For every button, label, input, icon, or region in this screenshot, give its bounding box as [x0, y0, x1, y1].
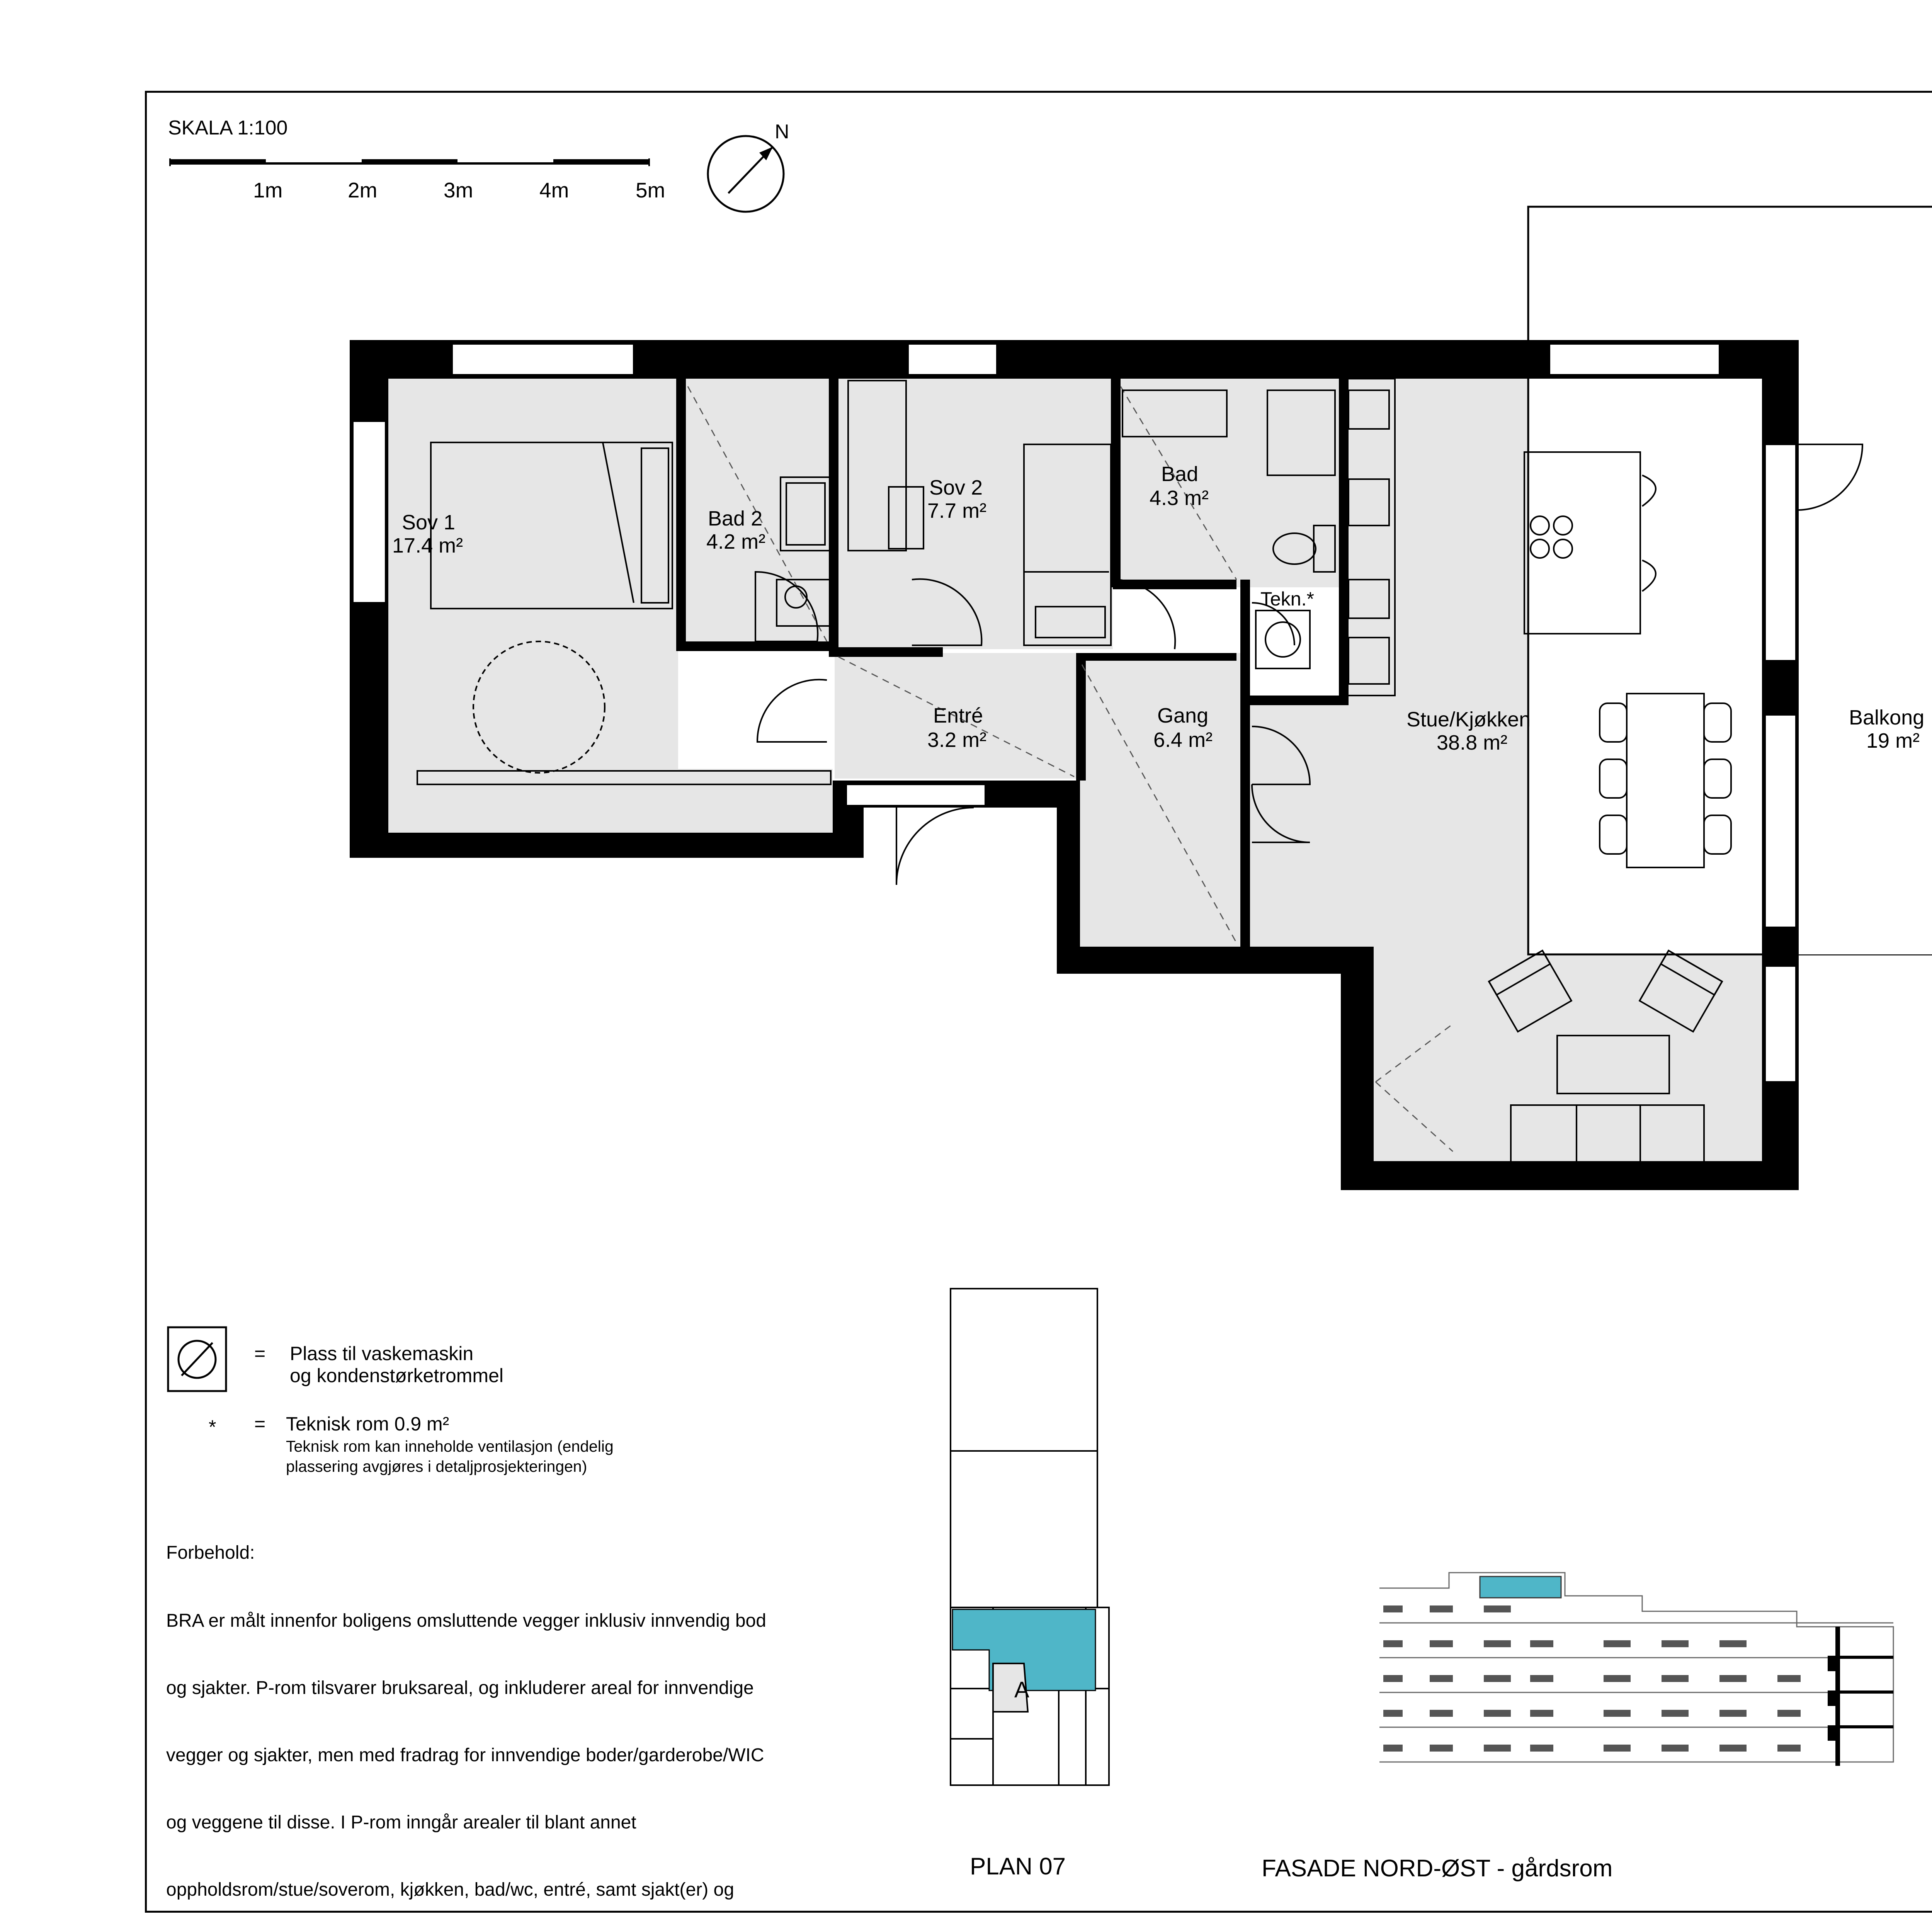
room-stue-name: Stue/Kjøkken [1406, 708, 1531, 731]
scale-tick-5m: 5m [636, 178, 665, 202]
legend-tech-line3: plassering avgjøres i detaljprosjekteringen) [286, 1458, 587, 1475]
room-balkong-area: 19 m² [1866, 729, 1920, 752]
room-balkong-name: Balkong [1849, 706, 1925, 729]
disclaimer-line: oppholdsrom/stue/soverom, kjøkken, bad/wc, entré, samt sjakt(er) og [166, 1879, 734, 1900]
disclaimer-line: og sjakter. P-rom tilsvarer bruksareal, og inkluderer areal for innvendige [166, 1678, 754, 1698]
legend-tech-line2: Teknisk rom kan inneholde ventilasjon (endelig [286, 1437, 614, 1455]
legend-tech-line1: Teknisk rom 0.9 m² [286, 1413, 449, 1435]
plan-07-caption: PLAN 07 [970, 1853, 1066, 1880]
room-entre-name: Entré [933, 704, 983, 727]
north-label: N [775, 121, 789, 143]
disclaimer-line: BRA er målt innenfor boligens omsluttende vegger inklusiv innvendig bod [166, 1611, 766, 1631]
legend-wash-line2: og kondenstørketrommel [290, 1365, 504, 1386]
legend-eq-1: = [254, 1343, 266, 1364]
scale-tick-3m: 3m [444, 178, 473, 202]
scale-tick-2m: 2m [348, 178, 378, 202]
facade-unit-highlight [1480, 1577, 1561, 1598]
room-bad2-area: 4.2 m² [706, 530, 766, 553]
plan-07-diagram [943, 1287, 1136, 1801]
facade-caption: FASADE NORD-ØST - gårdsrom [1262, 1855, 1613, 1882]
washer-legend-icon [166, 1325, 228, 1393]
room-sov1-area: 17.4 m² [392, 534, 463, 557]
room-bad-area: 4.3 m² [1150, 486, 1209, 510]
room-sov2-name: Sov 2 [929, 476, 983, 499]
disclaimer-text [166, 1565, 777, 1932]
legend-star: * [209, 1416, 216, 1438]
disclaimer-heading: Forbehold: [166, 1543, 255, 1563]
legend-wash-line1: Plass til vaskemaskin [290, 1343, 474, 1364]
scale-tick-1m: 1m [253, 178, 283, 202]
room-stue-area: 38.8 m² [1437, 731, 1508, 754]
room-bad-name: Bad [1161, 463, 1199, 486]
room-entre-area: 3.2 m² [927, 728, 987, 752]
plan-07-label-a: A [1014, 1677, 1029, 1702]
room-gang-name: Gang [1157, 704, 1209, 727]
room-sov2-area: 7.7 m² [927, 499, 987, 522]
room-sov1-name: Sov 1 [402, 511, 456, 534]
legend-eq-2: = [254, 1413, 266, 1435]
room-bad2-name: Bad 2 [708, 507, 763, 530]
scale-tick-4m: 4m [539, 178, 569, 202]
scale-label: SKALA 1:100 [168, 117, 288, 139]
room-gang-area: 6.4 m² [1153, 728, 1213, 752]
disclaimer-line: og veggene til disse. I P-rom inngår arealer til blant annet [166, 1812, 636, 1833]
disclaimer-line: vegger og sjakter, men med fradrag for innvendige boder/garderobe/WIC [166, 1745, 764, 1765]
room-tekn-name: Tekn.* [1260, 588, 1314, 610]
facade-drawing [1372, 1569, 1932, 1770]
